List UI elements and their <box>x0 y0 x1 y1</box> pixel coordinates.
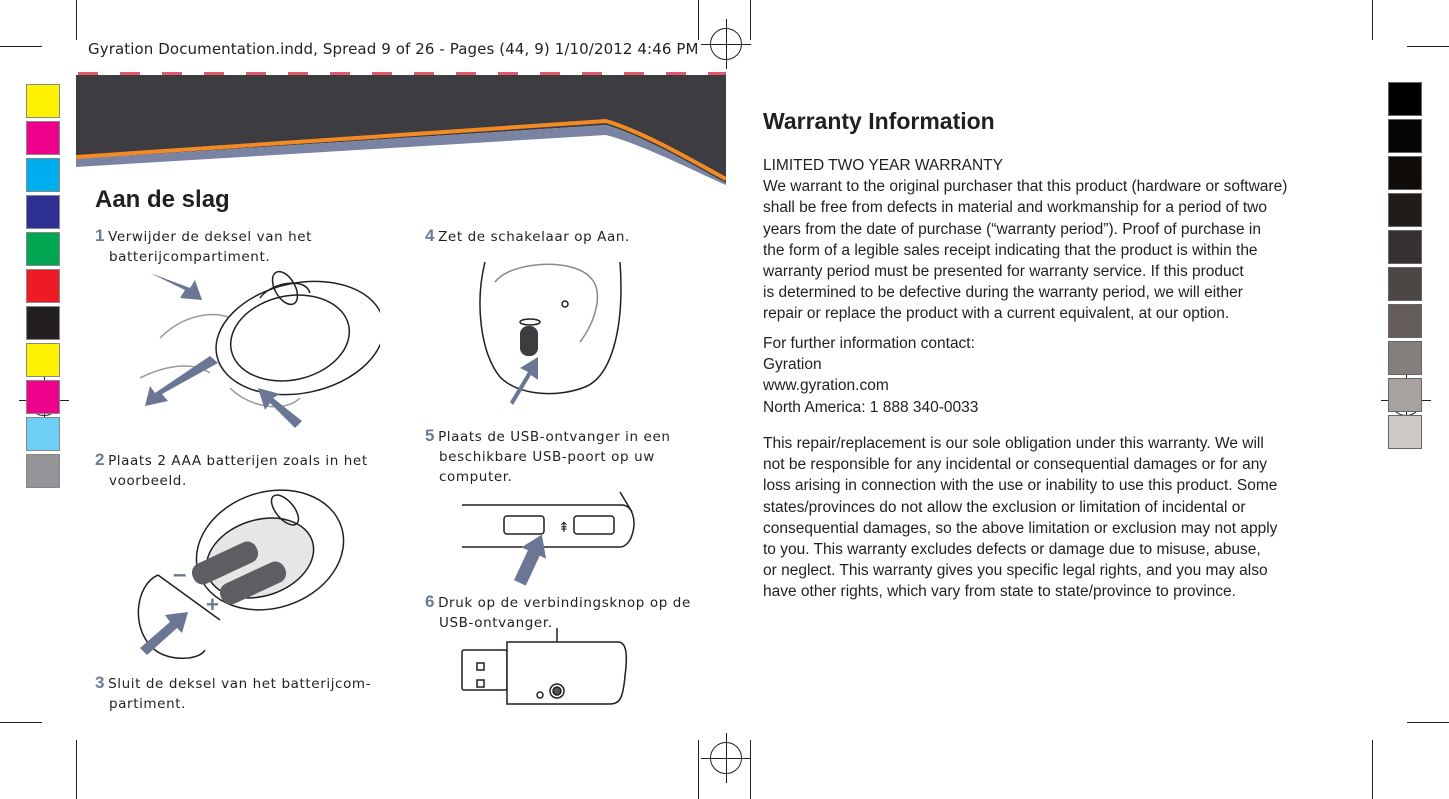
registration-mark <box>710 28 742 60</box>
illustration-switch <box>470 262 640 407</box>
swatch-gray-40 <box>1388 378 1422 412</box>
company-name: Gyration <box>763 356 822 374</box>
swatch-gray-95 <box>1388 119 1422 153</box>
text-line: consequential damages, so the above limitation or exclusion may not apply <box>763 519 1278 537</box>
text-line: to you. This warranty excludes defects or damage due to misuse, abuse, <box>763 541 1261 559</box>
step-text-line: batterijcompartiment. <box>109 249 271 265</box>
print-slug: Gyration Documentation.indd, Spread 9 of 26 - Pages (44, 9) 1/10/2012 4:46 PM <box>88 40 699 58</box>
swatch-gray-100 <box>1388 82 1422 116</box>
illustration-remove-cover <box>140 268 380 438</box>
step-text-line: Druk op de verbindingsknop op de <box>438 595 691 611</box>
swatch-magenta <box>26 121 60 155</box>
crop-mark <box>1372 740 1373 799</box>
crop-mark <box>76 740 77 799</box>
illustration-usb-receiver <box>460 628 630 713</box>
swatch-red <box>26 269 60 303</box>
step-text-line: Zet de schakelaar op Aan. <box>438 229 630 245</box>
text-line: not be responsible for any incidental or consequential damages or for any <box>763 456 1268 474</box>
text-line: repair or replace the product with a current equivalent, at our option. <box>763 305 1230 323</box>
step-text-line: partiment. <box>109 696 187 712</box>
step-number: 3 <box>95 673 106 692</box>
swatch-gray-20 <box>1388 415 1422 449</box>
swatch-gray-80 <box>1388 230 1422 264</box>
crop-mark <box>1407 46 1449 47</box>
step-text-line: computer. <box>439 469 513 485</box>
minus-sign: – <box>173 561 187 588</box>
crop-mark <box>0 722 42 723</box>
arrow-icon <box>145 356 218 406</box>
text-line: loss arising in connection with the use or inability to use this product. Some <box>763 477 1278 495</box>
step-text-line: voorbeeld. <box>109 473 187 489</box>
text-line: This repair/replacement is our sole obligation under this warranty. We will <box>763 435 1264 452</box>
text-line: warranty period must be presented for warranty service. If this product <box>763 263 1244 281</box>
usb-symbol-icon: ⇞ <box>558 520 570 536</box>
step-text-line: USB-ontvanger. <box>439 615 553 631</box>
step-text-line: Verwijder de deksel van het <box>108 229 313 245</box>
step-number: 1 <box>95 226 106 245</box>
crop-mark <box>750 0 751 40</box>
warranty-paragraph-3 <box>763 433 1343 603</box>
swatch-yellow <box>26 84 60 118</box>
connect-button-center <box>553 687 561 695</box>
swatch-gray-50 <box>1388 341 1422 375</box>
text-line: have other rights, which vary from state to state/province to province. <box>763 583 1236 601</box>
swatch-blue <box>26 195 60 229</box>
step-1 <box>95 226 312 267</box>
swatch-gray <box>26 454 60 488</box>
text-line: LIMITED TWO YEAR WARRANTY <box>763 157 1003 174</box>
swatch-green <box>26 232 60 266</box>
warranty-title: Warranty Information <box>763 108 995 134</box>
step-text-line: Sluit de deksel van het batterijcom- <box>108 676 372 692</box>
swatch-gray-85 <box>1388 193 1422 227</box>
step-text-line: Plaats 2 AAA batterijen zoals in het <box>108 453 368 469</box>
arrow-icon <box>508 529 555 588</box>
crop-mark <box>76 0 77 40</box>
text-line: states/provinces do not allow the exclusion or limitation of incidental or <box>763 498 1246 516</box>
swatch-gray-90 <box>1388 156 1422 190</box>
step-6 <box>425 592 691 633</box>
step-text-line: beschikbare USB-poort op uw <box>439 449 655 465</box>
step-number: 6 <box>425 592 436 611</box>
crop-mark <box>0 46 42 47</box>
swatch-gray-70 <box>1388 267 1422 301</box>
step-number: 5 <box>425 426 436 445</box>
crop-mark <box>698 740 699 799</box>
warranty-paragraph-1 <box>763 155 1343 325</box>
crop-mark <box>1407 722 1449 723</box>
text-line: For further information contact: <box>763 335 975 352</box>
step-number: 4 <box>425 226 436 245</box>
page-heading: Aan de slag <box>95 186 230 213</box>
phone-number: North America: 1 888 340-0033 <box>763 398 979 416</box>
swatch-yellow-2 <box>26 343 60 377</box>
step-4 <box>425 226 630 247</box>
switch-icon <box>520 326 538 356</box>
arrow-icon <box>510 357 538 405</box>
swatch-magenta-2 <box>26 380 60 414</box>
registration-mark <box>710 742 742 774</box>
illustration-batteries <box>110 480 350 670</box>
illustration-usb-port <box>462 490 642 590</box>
step-text-line: Plaats de USB-ontvanger in een <box>438 429 671 445</box>
plus-sign: + <box>206 592 219 617</box>
swatch-light-cyan <box>26 417 60 451</box>
step-number: 2 <box>95 450 106 469</box>
crop-mark <box>1372 0 1373 40</box>
text-line: We warrant to the original purchaser that this product (hardware or software) <box>763 178 1288 196</box>
text-line: the form of a legible sales receipt indicating that the product is within the <box>763 241 1258 259</box>
crop-mark <box>698 0 699 40</box>
warranty-contact <box>763 333 1343 418</box>
header-band <box>76 75 726 185</box>
website: www.gyration.com <box>763 377 889 395</box>
text-line: shall be free from defects in material and workmanship for a period of two <box>763 199 1267 217</box>
step-5 <box>425 426 671 487</box>
text-line: years from the date of purchase (“warranty period”). Proof of purchase in <box>763 220 1261 238</box>
swatch-black <box>26 306 60 340</box>
step-3 <box>95 673 371 714</box>
text-line: is determined to be defective during the warranty period, we will either <box>763 284 1243 302</box>
crop-mark <box>750 740 751 799</box>
swatch-cyan <box>26 158 60 192</box>
arrow-icon <box>150 273 202 300</box>
swatch-gray-60 <box>1388 304 1422 338</box>
text-line: or neglect. This warranty gives you specific legal rights, and you may also <box>763 562 1268 580</box>
